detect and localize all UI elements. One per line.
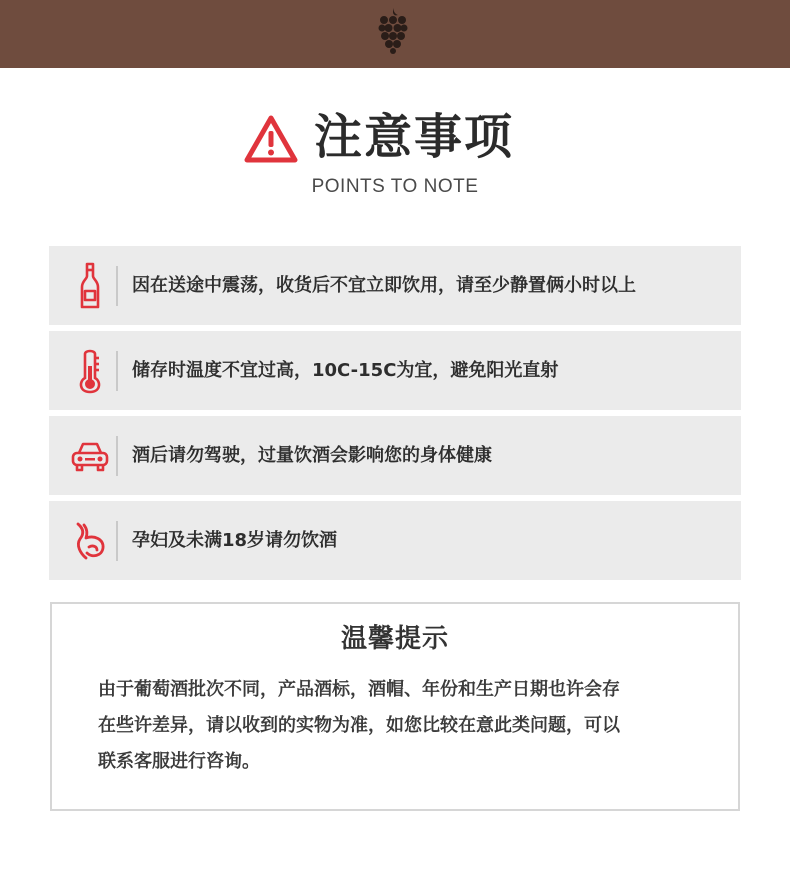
note-text: 储存时温度不宜过高，10C-15C为宜，避免阳光直射: [132, 360, 559, 381]
page-title: 注意事项: [314, 109, 515, 165]
note-text: 因在送途中震荡，收货后不宜立即饮用，请至少静置俩小时以上: [132, 275, 636, 296]
tips-line: 在些许差异，请以收到的实物为准，如您比较在意此类问题，可以: [98, 715, 620, 736]
divider: [116, 521, 118, 561]
note-text: 酒后请勿驾驶，过量饮酒会影响您的身体健康: [132, 445, 492, 466]
note-text: 孕妇及未满18岁请勿饮酒: [132, 530, 338, 551]
notes-list: [49, 246, 741, 586]
divider: [116, 436, 118, 476]
page-subtitle: POINTS TO NOTE: [311, 176, 479, 197]
divider: [116, 266, 118, 306]
tips-title: 温馨提示: [340, 624, 449, 654]
tips-box: [50, 602, 740, 811]
divider: [116, 351, 118, 391]
grape-icon: [376, 6, 410, 54]
wine-bottle-icon: [75, 261, 105, 311]
note-item: [49, 416, 741, 495]
car-icon: [70, 439, 110, 473]
tips-line: 联系客服进行咨询。: [98, 751, 260, 772]
pregnant-icon: [72, 521, 108, 561]
tips-body: [98, 672, 710, 780]
top-banner: [0, 0, 790, 68]
note-item: [49, 501, 741, 580]
heading: [0, 106, 790, 172]
note-item: [49, 246, 741, 325]
warning-icon: [244, 114, 298, 164]
tips-line: 由于葡萄酒批次不同，产品酒标，酒帽、年份和生产日期也许会存: [98, 679, 620, 700]
note-item: [49, 331, 741, 410]
thermometer-icon: [75, 346, 105, 396]
